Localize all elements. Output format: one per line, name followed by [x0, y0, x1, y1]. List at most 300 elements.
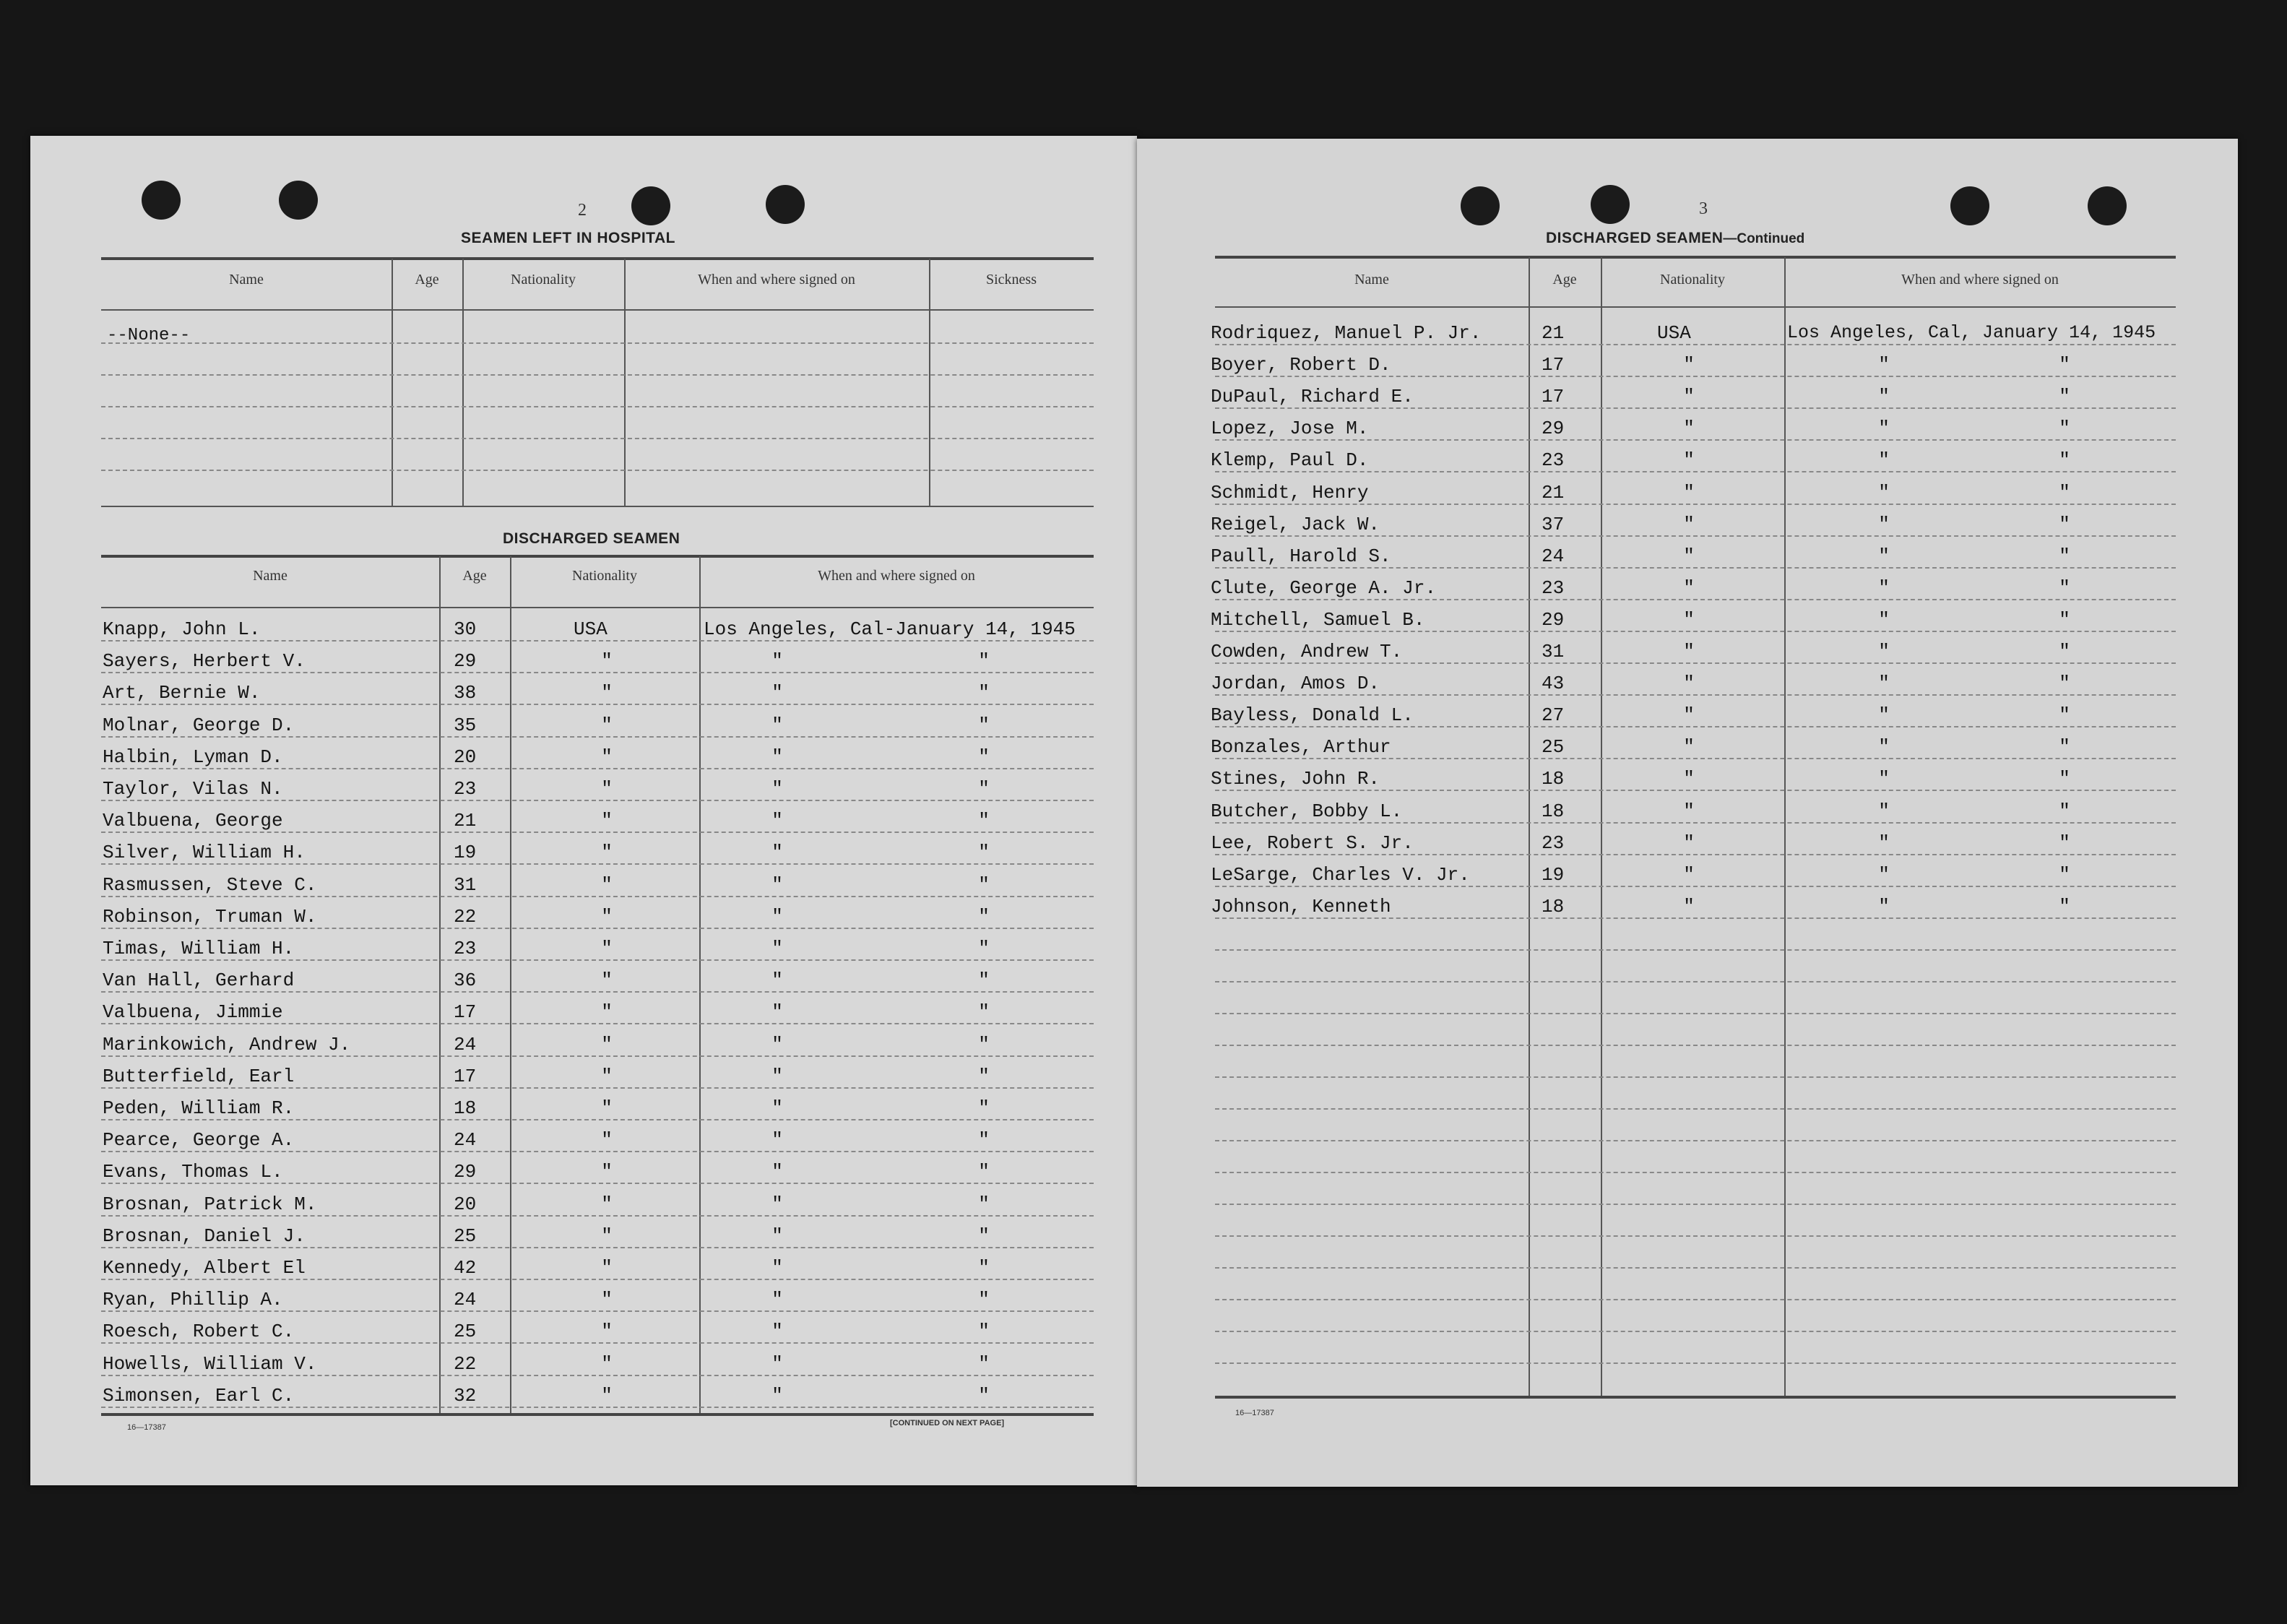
seaman-signed-on-place: " [771, 778, 783, 800]
seaman-name: Halbin, Lyman D. [103, 746, 283, 768]
table-row-line [1215, 726, 2176, 727]
table-row-line [1215, 694, 2176, 696]
seaman-age: 25 [1542, 736, 1565, 758]
table-row-line [101, 470, 1094, 471]
seaman-age: 37 [1542, 514, 1565, 535]
seaman-name: Rasmussen, Steve C. [103, 874, 317, 896]
empty-row-line [1215, 949, 2176, 951]
header-signed-on: When and where signed on [698, 272, 855, 288]
seaman-age: 23 [454, 778, 477, 800]
seaman-nationality: " [1683, 449, 1695, 471]
seaman-signed-on-date: " [978, 714, 990, 736]
table-row-line [1215, 376, 2176, 377]
seaman-nationality: " [601, 810, 613, 832]
seaman-signed-on-date: " [978, 650, 990, 672]
seaman-signed-on-place: " [771, 714, 783, 736]
table-row-line [1215, 471, 2176, 472]
seaman-name: Ryan, Phillip A. [103, 1289, 283, 1310]
punch-hole [279, 181, 318, 220]
seaman-nationality: " [1683, 768, 1695, 790]
seaman-signed-on-place: " [1878, 449, 1890, 471]
seaman-nationality: " [601, 842, 613, 863]
table-row-line [101, 640, 1094, 642]
punch-hole [766, 185, 805, 224]
seaman-name: Cowden, Andrew T. [1211, 641, 1403, 662]
seaman-age: 23 [1542, 577, 1565, 599]
seaman-signed-on-date: " [978, 1385, 990, 1407]
seaman-name: Johnson, Kenneth [1211, 896, 1391, 917]
seaman-name: Butcher, Bobby L. [1211, 800, 1403, 822]
column-divider [1601, 257, 1602, 1397]
seaman-signed-on-place: " [771, 1066, 783, 1087]
seaman-nationality: " [601, 1129, 613, 1151]
seaman-age: 24 [1542, 545, 1565, 567]
seaman-signed-on-place: " [771, 1034, 783, 1055]
table-row-line [1215, 917, 2176, 919]
seaman-name: Bonzales, Arthur [1211, 736, 1391, 758]
seaman-nationality: " [601, 1321, 613, 1342]
seaman-signed-on-date: " [2059, 482, 2070, 504]
table-row-line [101, 704, 1094, 705]
seaman-name: DuPaul, Richard E. [1211, 386, 1414, 407]
seaman-age: 22 [454, 1353, 477, 1375]
table-row-line [1215, 567, 2176, 569]
seaman-signed-on-date: " [978, 1129, 990, 1151]
seaman-signed-on-date: " [2059, 609, 2070, 631]
seaman-name: Marinkowich, Andrew J. [103, 1034, 351, 1055]
seaman-signed-on-date: " [978, 810, 990, 832]
seaman-signed-on-place: " [1878, 482, 1890, 504]
header-signed-on: When and where signed on [1901, 272, 2059, 288]
table-row-line [101, 991, 1094, 993]
seaman-signed-on-date: " [978, 1161, 990, 1183]
table-row-line [1215, 599, 2176, 600]
seaman-name: LeSarge, Charles V. Jr. [1211, 864, 1470, 886]
seaman-age: 24 [454, 1289, 477, 1310]
seaman-age: 42 [454, 1257, 477, 1279]
page-number: 2 [578, 201, 587, 220]
seaman-name: Robinson, Truman W. [103, 906, 317, 928]
seaman-age: 20 [454, 1193, 477, 1215]
seaman-age: 29 [1542, 418, 1565, 439]
seaman-nationality: " [601, 1034, 613, 1055]
seaman-signed-on-date: " [978, 1097, 990, 1119]
seaman-nationality: " [601, 714, 613, 736]
seaman-age: 29 [454, 650, 477, 672]
title-suffix: —Continued [1723, 231, 1805, 246]
seaman-age: 38 [454, 682, 477, 704]
seaman-signed-on: Los Angeles, Cal-January 14, 1945 [704, 618, 1076, 640]
seaman-signed-on-place: " [771, 1289, 783, 1310]
seaman-age: 18 [1542, 768, 1565, 790]
seaman-age: 43 [1542, 673, 1565, 694]
empty-row-line [1215, 981, 2176, 982]
seaman-name: Knapp, John L. [103, 618, 261, 640]
seaman-name: Sayers, Herbert V. [103, 650, 306, 672]
seaman-name: Evans, Thomas L. [103, 1161, 283, 1183]
table-row-line [101, 832, 1094, 833]
table-row-line [1215, 407, 2176, 409]
table-row-line [101, 438, 1094, 439]
seaman-signed-on-place: " [1878, 800, 1890, 822]
seaman-signed-on-place: " [771, 810, 783, 832]
left-page [30, 136, 1137, 1485]
table-row-line [101, 928, 1094, 929]
seaman-name: Pearce, George A. [103, 1129, 295, 1151]
seaman-age: 21 [1542, 482, 1565, 504]
seaman-nationality: " [1683, 354, 1695, 376]
table-row-line [101, 1119, 1094, 1120]
seaman-age: 24 [454, 1129, 477, 1151]
seaman-name: Stines, John R. [1211, 768, 1380, 790]
seaman-signed-on-place: " [1878, 418, 1890, 439]
seaman-age: 32 [454, 1385, 477, 1407]
seaman-name: Timas, William H. [103, 938, 295, 959]
seaman-signed-on-place: " [771, 874, 783, 896]
seaman-name: Boyer, Robert D. [1211, 354, 1391, 376]
seaman-signed-on-place: " [1878, 896, 1890, 917]
seaman-nationality: " [601, 1385, 613, 1407]
form-number: 16—17387 [127, 1423, 166, 1432]
seaman-nationality: " [601, 1353, 613, 1375]
seaman-name: Rodriquez, Manuel P. Jr. [1211, 322, 1482, 344]
seaman-age: 27 [1542, 704, 1565, 726]
seaman-age: 17 [454, 1066, 477, 1087]
seaman-signed-on-date: " [2059, 514, 2070, 535]
seaman-signed-on-date: " [978, 1001, 990, 1023]
table-row-line [101, 342, 1094, 344]
table-row-line [101, 374, 1094, 376]
punch-hole [2088, 186, 2127, 225]
discharged-section-title: DISCHARGED SEAMEN [503, 530, 680, 547]
seaman-signed-on-date: " [978, 1034, 990, 1055]
table-row-line [1215, 822, 2176, 824]
seaman-signed-on-place: " [1878, 577, 1890, 599]
seaman-signed-on-place: " [1878, 386, 1890, 407]
table-row-line [101, 1375, 1094, 1376]
column-divider [1529, 257, 1530, 1397]
seaman-nationality: " [1683, 641, 1695, 662]
rule [1215, 306, 2176, 308]
seaman-age: 29 [1542, 609, 1565, 631]
seaman-nationality: " [1683, 704, 1695, 726]
table-row-line [1215, 854, 2176, 855]
seaman-signed-on-place: " [771, 1225, 783, 1247]
title-text: DISCHARGED SEAMEN [1546, 230, 1724, 246]
seaman-nationality: " [601, 746, 613, 768]
empty-row-line [1215, 1045, 2176, 1046]
seaman-name: Jordan, Amos D. [1211, 673, 1380, 694]
seaman-signed-on-place: " [771, 1193, 783, 1215]
header-sickness: Sickness [986, 272, 1037, 288]
seaman-name: Lopez, Jose M. [1211, 418, 1369, 439]
header-nationality: Nationality [1660, 272, 1725, 288]
empty-row-line [1215, 1172, 2176, 1173]
seaman-age: 17 [454, 1001, 477, 1023]
table-row-line [101, 768, 1094, 769]
seaman-signed-on-date: " [978, 746, 990, 768]
discharged-continued-title [1546, 230, 1804, 247]
seaman-age: 19 [454, 842, 477, 863]
seaman-signed-on-date: " [978, 1225, 990, 1247]
rule [101, 607, 1094, 608]
seaman-age: 30 [454, 618, 477, 640]
seaman-age: 18 [1542, 896, 1565, 917]
table-row-line [101, 1407, 1094, 1408]
empty-row-line [1215, 1267, 2176, 1269]
seaman-name: Butterfield, Earl [103, 1066, 295, 1087]
punch-hole [1950, 186, 1989, 225]
seaman-nationality: " [601, 1161, 613, 1183]
seaman-signed-on-place: " [771, 1353, 783, 1375]
seaman-name: Peden, William R. [103, 1097, 295, 1119]
punch-hole [142, 181, 181, 220]
table-row-line [1215, 790, 2176, 791]
seaman-age: 35 [454, 714, 477, 736]
seaman-signed-on-date: " [2059, 832, 2070, 854]
seaman-nationality: " [601, 938, 613, 959]
seaman-name: Van Hall, Gerhard [103, 969, 295, 991]
seaman-signed-on-date: " [978, 1289, 990, 1310]
seaman-signed-on-date: " [2059, 768, 2070, 790]
seaman-nationality: " [601, 1225, 613, 1247]
header-age: Age [462, 568, 487, 584]
seaman-signed-on-place: " [771, 746, 783, 768]
seaman-signed-on-place: " [771, 1321, 783, 1342]
continued-note: [CONTINUED ON NEXT PAGE] [890, 1419, 1005, 1428]
seaman-nationality: " [601, 969, 613, 991]
seaman-nationality: " [1683, 896, 1695, 917]
seaman-age: 23 [1542, 832, 1565, 854]
table-row-line [1215, 758, 2176, 759]
rule [101, 1413, 1094, 1416]
seaman-age: 17 [1542, 386, 1565, 407]
seaman-signed-on-place: " [771, 650, 783, 672]
table-row-line [101, 1215, 1094, 1217]
seaman-age: 20 [454, 746, 477, 768]
seaman-name: Mitchell, Samuel B. [1211, 609, 1425, 631]
table-row-line [101, 800, 1094, 801]
seaman-nationality: " [1683, 418, 1695, 439]
seaman-signed-on-date: " [978, 969, 990, 991]
seaman-signed-on-date: " [2059, 800, 2070, 822]
seaman-nationality: " [601, 874, 613, 896]
rule [1215, 256, 2176, 259]
seaman-signed-on-place: " [1878, 832, 1890, 854]
seaman-signed-on-date: " [978, 842, 990, 863]
seaman-nationality: " [601, 1001, 613, 1023]
table-row-line [101, 863, 1094, 865]
rule [101, 309, 1094, 311]
empty-row-line [1215, 1013, 2176, 1014]
seaman-nationality: " [1683, 673, 1695, 694]
seaman-nationality: " [601, 1097, 613, 1119]
header-age: Age [1552, 272, 1577, 288]
seaman-nationality: " [601, 1066, 613, 1087]
seaman-signed-on-place: " [771, 682, 783, 704]
header-name: Name [229, 272, 264, 288]
seaman-nationality: " [601, 906, 613, 928]
seaman-age: 21 [1542, 322, 1565, 344]
hospital-none-entry: --None-- [107, 326, 191, 345]
empty-row-line [1215, 1108, 2176, 1110]
seaman-signed-on-place: " [1878, 354, 1890, 376]
seaman-signed-on-date: " [2059, 545, 2070, 567]
header-signed-on: When and where signed on [818, 568, 975, 584]
seaman-signed-on-date: " [978, 778, 990, 800]
seaman-name: Howells, William V. [103, 1353, 317, 1375]
seaman-signed-on-date: " [978, 1353, 990, 1375]
seaman-name: Brosnan, Daniel J. [103, 1225, 306, 1247]
empty-row-line [1215, 1299, 2176, 1300]
table-row-line [1215, 344, 2176, 345]
header-name: Name [1354, 272, 1389, 288]
seaman-name: Brosnan, Patrick M. [103, 1193, 317, 1215]
seaman-signed-on-date: " [978, 938, 990, 959]
seaman-age: 18 [454, 1097, 477, 1119]
seaman-signed-on-date: " [2059, 673, 2070, 694]
seaman-signed-on-date: " [2059, 577, 2070, 599]
table-row-line [1215, 535, 2176, 537]
seaman-signed-on-place: " [771, 938, 783, 959]
seaman-nationality: " [1683, 577, 1695, 599]
table-row-line [1215, 886, 2176, 887]
seaman-name: Art, Bernie W. [103, 682, 261, 704]
seaman-signed-on-place: " [771, 1001, 783, 1023]
seaman-nationality: " [601, 682, 613, 704]
seaman-name: Valbuena, George [103, 810, 283, 832]
seaman-signed-on-place: " [771, 1161, 783, 1183]
table-row-line [1215, 504, 2176, 505]
rule [101, 506, 1094, 507]
seaman-signed-on: Los Angeles, Cal, January 14, 1945 [1787, 322, 2156, 343]
seaman-signed-on-place: " [1878, 768, 1890, 790]
empty-row-line [1215, 1076, 2176, 1078]
empty-row-line [1215, 1140, 2176, 1141]
seaman-age: 18 [1542, 800, 1565, 822]
rule [101, 555, 1094, 558]
seaman-signed-on-date: " [2059, 418, 2070, 439]
seaman-nationality: " [1683, 545, 1695, 567]
seaman-signed-on-place: " [1878, 545, 1890, 567]
seaman-age: 29 [454, 1161, 477, 1183]
seaman-age: 22 [454, 906, 477, 928]
seaman-signed-on-date: " [978, 1066, 990, 1087]
seaman-name: Bayless, Donald L. [1211, 704, 1414, 726]
seaman-nationality: " [601, 1193, 613, 1215]
table-row-line [101, 1183, 1094, 1184]
seaman-signed-on-date: " [2059, 386, 2070, 407]
table-row-line [101, 1310, 1094, 1312]
column-divider [1784, 257, 1786, 1397]
form-number: 16—17387 [1235, 1409, 1274, 1417]
seaman-name: Simonsen, Earl C. [103, 1385, 295, 1407]
table-row-line [101, 1055, 1094, 1057]
seaman-name: Taylor, Vilas N. [103, 778, 283, 800]
table-row-line [101, 1342, 1094, 1344]
seaman-signed-on-date: " [2059, 704, 2070, 726]
seaman-signed-on-place: " [1878, 514, 1890, 535]
seaman-signed-on-place: " [771, 1129, 783, 1151]
table-row-line [1215, 439, 2176, 441]
header-name: Name [253, 568, 288, 584]
seaman-age: 23 [1542, 449, 1565, 471]
seaman-age: 19 [1542, 864, 1565, 886]
seaman-age: 23 [454, 938, 477, 959]
seaman-name: Roesch, Robert C. [103, 1321, 295, 1342]
table-row-line [101, 736, 1094, 738]
header-age: Age [415, 272, 439, 288]
punch-hole [1461, 186, 1500, 225]
seaman-signed-on-place: " [1878, 864, 1890, 886]
seaman-age: 17 [1542, 354, 1565, 376]
column-divider [439, 556, 441, 1414]
seaman-signed-on-date: " [2059, 864, 2070, 886]
seaman-signed-on-place: " [771, 906, 783, 928]
seaman-signed-on-date: " [2059, 354, 2070, 376]
seaman-signed-on-date: " [2059, 641, 2070, 662]
table-row-line [101, 1087, 1094, 1089]
seaman-nationality: " [601, 778, 613, 800]
seaman-nationality: " [1683, 514, 1695, 535]
header-nationality: Nationality [511, 272, 576, 288]
seaman-name: Molnar, George D. [103, 714, 295, 736]
seaman-name: Reigel, Jack W. [1211, 514, 1380, 535]
seaman-nationality: " [1683, 736, 1695, 758]
seaman-age: 25 [454, 1321, 477, 1342]
table-row-line [101, 959, 1094, 961]
seaman-name: Valbuena, Jimmie [103, 1001, 283, 1023]
table-row-line [1215, 662, 2176, 664]
seaman-nationality: USA [574, 618, 608, 640]
seaman-signed-on-place: " [1878, 641, 1890, 662]
seaman-nationality: USA [1657, 322, 1691, 344]
empty-row-line [1215, 1331, 2176, 1332]
seaman-age: 31 [1542, 641, 1565, 662]
seaman-name: Clute, George A. Jr. [1211, 577, 1437, 599]
seaman-signed-on-place: " [1878, 673, 1890, 694]
table-row-line [101, 896, 1094, 897]
seaman-signed-on-date: " [2059, 896, 2070, 917]
empty-row-line [1215, 1362, 2176, 1364]
seaman-signed-on-date: " [978, 682, 990, 704]
seaman-age: 24 [454, 1034, 477, 1055]
table-row-line [101, 1247, 1094, 1248]
seaman-name: Silver, William H. [103, 842, 306, 863]
seaman-signed-on-date: " [978, 1193, 990, 1215]
seaman-nationality: " [1683, 800, 1695, 822]
seaman-signed-on-place: " [771, 969, 783, 991]
seaman-nationality: " [601, 1257, 613, 1279]
seaman-nationality: " [601, 1289, 613, 1310]
seaman-nationality: " [1683, 609, 1695, 631]
seaman-signed-on-date: " [978, 1257, 990, 1279]
column-divider [699, 556, 701, 1414]
rule [101, 257, 1094, 260]
seaman-signed-on-place: " [771, 1097, 783, 1119]
table-row-line [101, 1279, 1094, 1280]
table-row-line [101, 1151, 1094, 1152]
seaman-name: Lee, Robert S. Jr. [1211, 832, 1414, 854]
header-nationality: Nationality [572, 568, 637, 584]
seaman-signed-on-place: " [1878, 609, 1890, 631]
seaman-name: Schmidt, Henry [1211, 482, 1369, 504]
hospital-section-title: SEAMEN LEFT IN HOSPITAL [461, 230, 675, 246]
seaman-age: 31 [454, 874, 477, 896]
rule [1215, 1396, 2176, 1399]
table-row-line [101, 672, 1094, 673]
seaman-nationality: " [601, 650, 613, 672]
